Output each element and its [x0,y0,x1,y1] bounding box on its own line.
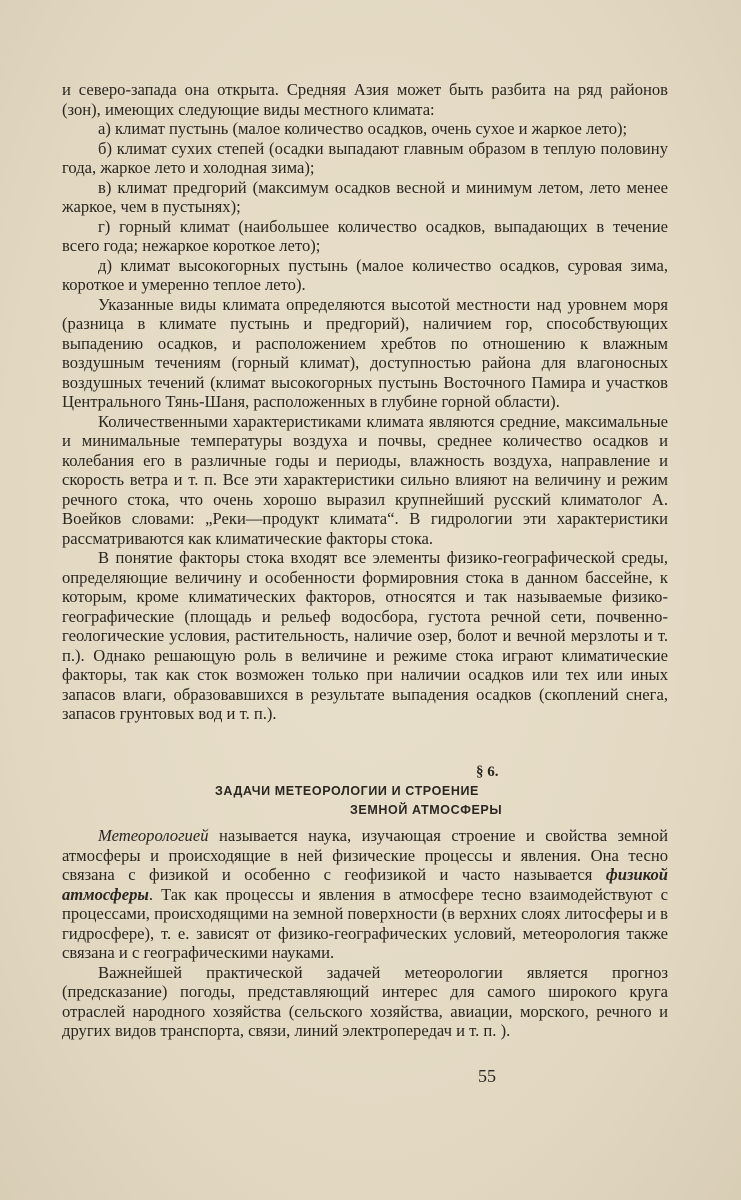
body-text-upper [62,80,668,724]
paragraph: В понятие факторы стока входят все элементы физико-географической среды, определяющие величину и особенности формировния стока в данном бассейне, к которым, кроме климатических факторов, относятся и так называемые физико-географические (площадь и рельеф водосбора, густота речной сети, почвенно-геологические условия, растительность, наличие озер, болот и вечной мерзлоты и т. п.). Однако решающую роль в величине и режиме стока играют климатические факторы, так как сток возможен только при наличии осадков или тех или иных запасов влаги, образовавшихся в результате выпадения осадков (скоплений снега, запасов грунтовых вод и т. п.). [62,548,668,723]
body-text-lower [62,826,668,1041]
paragraph: и северо-запада она открыта. Средняя Азия может быть разбита на ряд районов (зон), имеющих следующие виды местного климата: [62,80,668,119]
paragraph: Указанные виды климата определяются высотой местности над уровнем моря (разница в климате пустынь и предгорий), наличием гор, способствующих выпадению осадков, и расположением хребтов по отношению к влажным воздушным течениям (горный климат), доступностью района для влагоносных воздушных течений (климат высокогорных пустынь Восточного Памира и участков Центрального Тянь-Шаня, расположенных в глубине горной области). [62,294,668,411]
page-number: 55 [478,1066,496,1086]
section-number: § 6. [476,764,499,780]
section-title-line2: ЗЕМНОЙ АТМОСФЕРЫ [350,803,503,817]
paragraph: г) горный климат (наибольшее количество осадков, выпадающих в течение всего года; нежаркое короткое лето); [62,216,668,255]
term-meteorology: Метеорологией [98,826,209,845]
paragraph: Количественными характеристиками климата являются средние, максимальные и минимальные температуры воздуха и почвы, среднее количество осадков и колебания его в различные годы и периоды, влажность воздуха, направление и скорость ветра и т. п. Все эти характеристики сильно влияют на величину и режим речного стока, что очень хорошо выразил крупнейший русский климатолог А. Воейков словами: „Реки—продукт климата“. В гидрологии эти характеристики рассматриваются как климатические факторы стока. [62,411,668,548]
paragraph: б) климат сухих степей (осадки выпадают главным образом в теплую половину года, жаркое лето и холодная зима); [62,138,668,177]
text-run: называется наука, изучающая строение и свойства земной атмосферы и происходящие в ней физические процессы и явления. Она тесно связана с физикой и особенно с геофизикой и часто называется [62,826,668,884]
paragraph-meteorology [62,826,668,963]
paragraph: а) климат пустынь (малое количество осадков, очень сухое и жаркое лето); [98,119,628,138]
text-run: . Так как процессы и явления в атмосфере тесно взаимодействуют с процессами, происходящими на земной поверхности (в верхних слоях литосферы и в гидросфере), т. е. зависят от физико-географических условий, метеорология также связана и с географическими науками. [62,884,668,962]
paragraph-forecast: Важнейшей практической задачей метеорологии является прогноз (предсказание) погоды, представляющий интерес для самого широкого круга отраслей народного хозяйства (сельского хозяйства, авиации, морского, речного и других видов транспорта, связи, линий электропередач и т. п. ). [62,962,668,1040]
term-atmospheric-physics: физикой атмосферы [62,865,668,904]
paragraph: в) климат предгорий (максимум осадков весной и минимум летом, лето менее жаркое, чем в пустынях); [62,177,668,216]
paragraph: д) климат высокогорных пустынь (малое количество осадков, суровая зима, короткое и умеренно теплое лето). [62,255,668,294]
section-title-line1: ЗАДАЧИ МЕТЕОРОЛОГИИ И СТРОЕНИЕ [215,784,479,798]
